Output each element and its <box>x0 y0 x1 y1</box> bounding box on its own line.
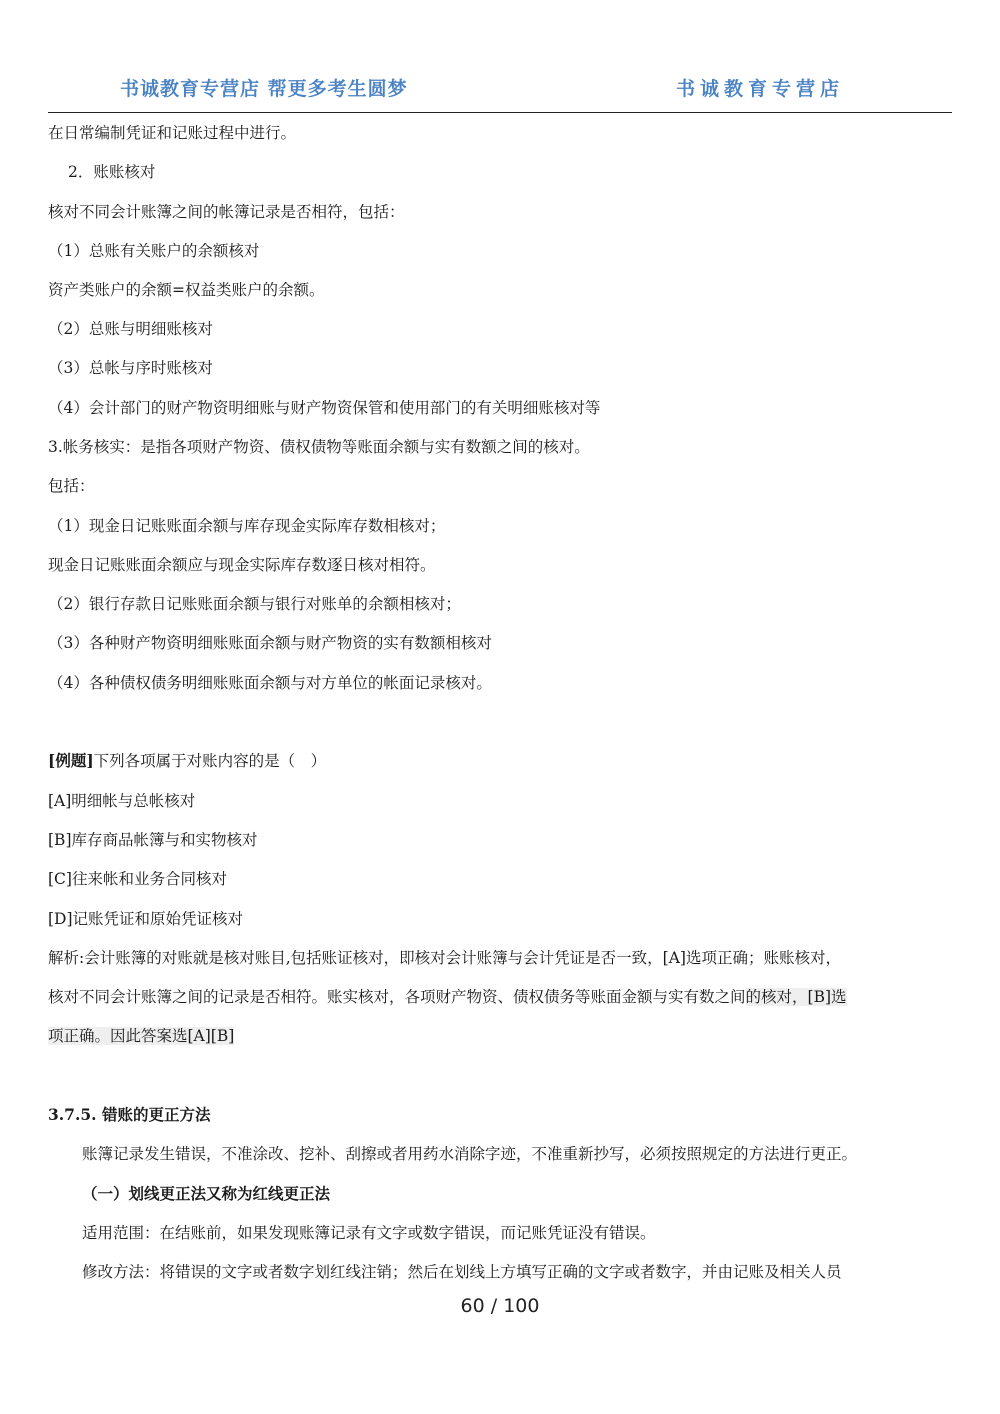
header-left-title: 书诚教育专营店 帮更多考生圆梦 <box>120 78 408 100</box>
text-line: 在日常编制凭证和记账过程中进行。 <box>48 124 297 142</box>
text-line: （4）各种债权债务明细账账面余额与对方单位的帐面记录核对。 <box>48 674 492 692</box>
text-line: （4）会计部门的财产物资明细账与财产物资保管和使用部门的有关明细账核对等 <box>48 399 601 417</box>
example-analysis-highlight: 的核对，[B]选 <box>745 988 847 1006</box>
text-line: 核对不同会计账簿之间的帐簿记录是否相符，包括： <box>48 203 405 221</box>
example-question <box>48 750 958 772</box>
example-option: [D]记账凭证和原始凭证核对 <box>48 910 244 928</box>
example-option: [A]明细帐与总帐核对 <box>48 792 196 810</box>
example-tag: [例题] <box>48 751 94 770</box>
text-line: （3）总帐与序时账核对 <box>48 359 213 377</box>
text-line: 2．账账核对 <box>68 163 156 181</box>
header-rule <box>48 112 952 113</box>
text-line: 资产类账户的余额=权益类账户的余额。 <box>48 281 325 299</box>
example-option: [C]往来帐和业务合同核对 <box>48 870 227 888</box>
text-line: （3）各种财产物资明细账账面余额与财产物资的实有数额相核对 <box>48 634 492 652</box>
example-analysis: 解析:会计账簿的对账就是核对账目,包括账证核对，即核对会计账簿与会计凭证是否一致，[A]选项正确；账账核对， <box>48 949 841 967</box>
example-analysis <box>48 1025 958 1047</box>
page-number: 60 / 100 <box>460 1295 540 1317</box>
text-line: 现金日记账账面余额应与现金实际库存数逐日核对相符。 <box>48 556 436 574</box>
text-line: （2）总账与明细账核对 <box>48 320 213 338</box>
header-right-title: 书诚教育专营店 <box>676 78 845 100</box>
example-analysis-text: 核对不同会计账簿之间的记录是否相符。账实核对，各项财产物资、债权债务等账面金额与实有数之间 <box>48 988 746 1006</box>
section-method: 修改方法：将错误的文字或者数字划红线注销；然后在划线上方填写正确的文字或者数字，并由记账及相关人员 <box>82 1263 842 1281</box>
example-option: [B]库存商品帐簿与和实物核对 <box>48 831 258 849</box>
text-line: （1）总账有关账户的余额核对 <box>48 242 260 260</box>
text-line: （1）现金日记账账面余额与库存现金实际库存数相核对； <box>48 517 446 535</box>
text-line: 3.帐务核实：是指各项财产物资、债权债物等账面余额与实有数额之间的核对。 <box>48 438 590 456</box>
example-question-text: 下列各项属于对账内容的是（ ） <box>93 752 327 770</box>
example-analysis-highlight: 项正确。因此答案选[A][B] <box>48 1027 235 1045</box>
section-heading: 3.7.5. 错账的更正方法 <box>48 1105 211 1124</box>
text-line: 包括： <box>48 477 95 495</box>
section-subheading: （一）划线更正法又称为红线更正法 <box>82 1184 331 1203</box>
section-intro: 账簿记录发生错误，不准涂改、挖补、刮擦或者用药水消除字迹，不准重新抄写，必须按照规定的方法进行更正。 <box>82 1145 858 1163</box>
section-scope: 适用范围：在结账前，如果发现账簿记录有文字或数字错误，而记账凭证没有错误。 <box>82 1224 656 1242</box>
text-line: （2）银行存款日记账账面余额与银行对账单的余额相核对； <box>48 595 461 613</box>
example-analysis <box>48 986 958 1008</box>
